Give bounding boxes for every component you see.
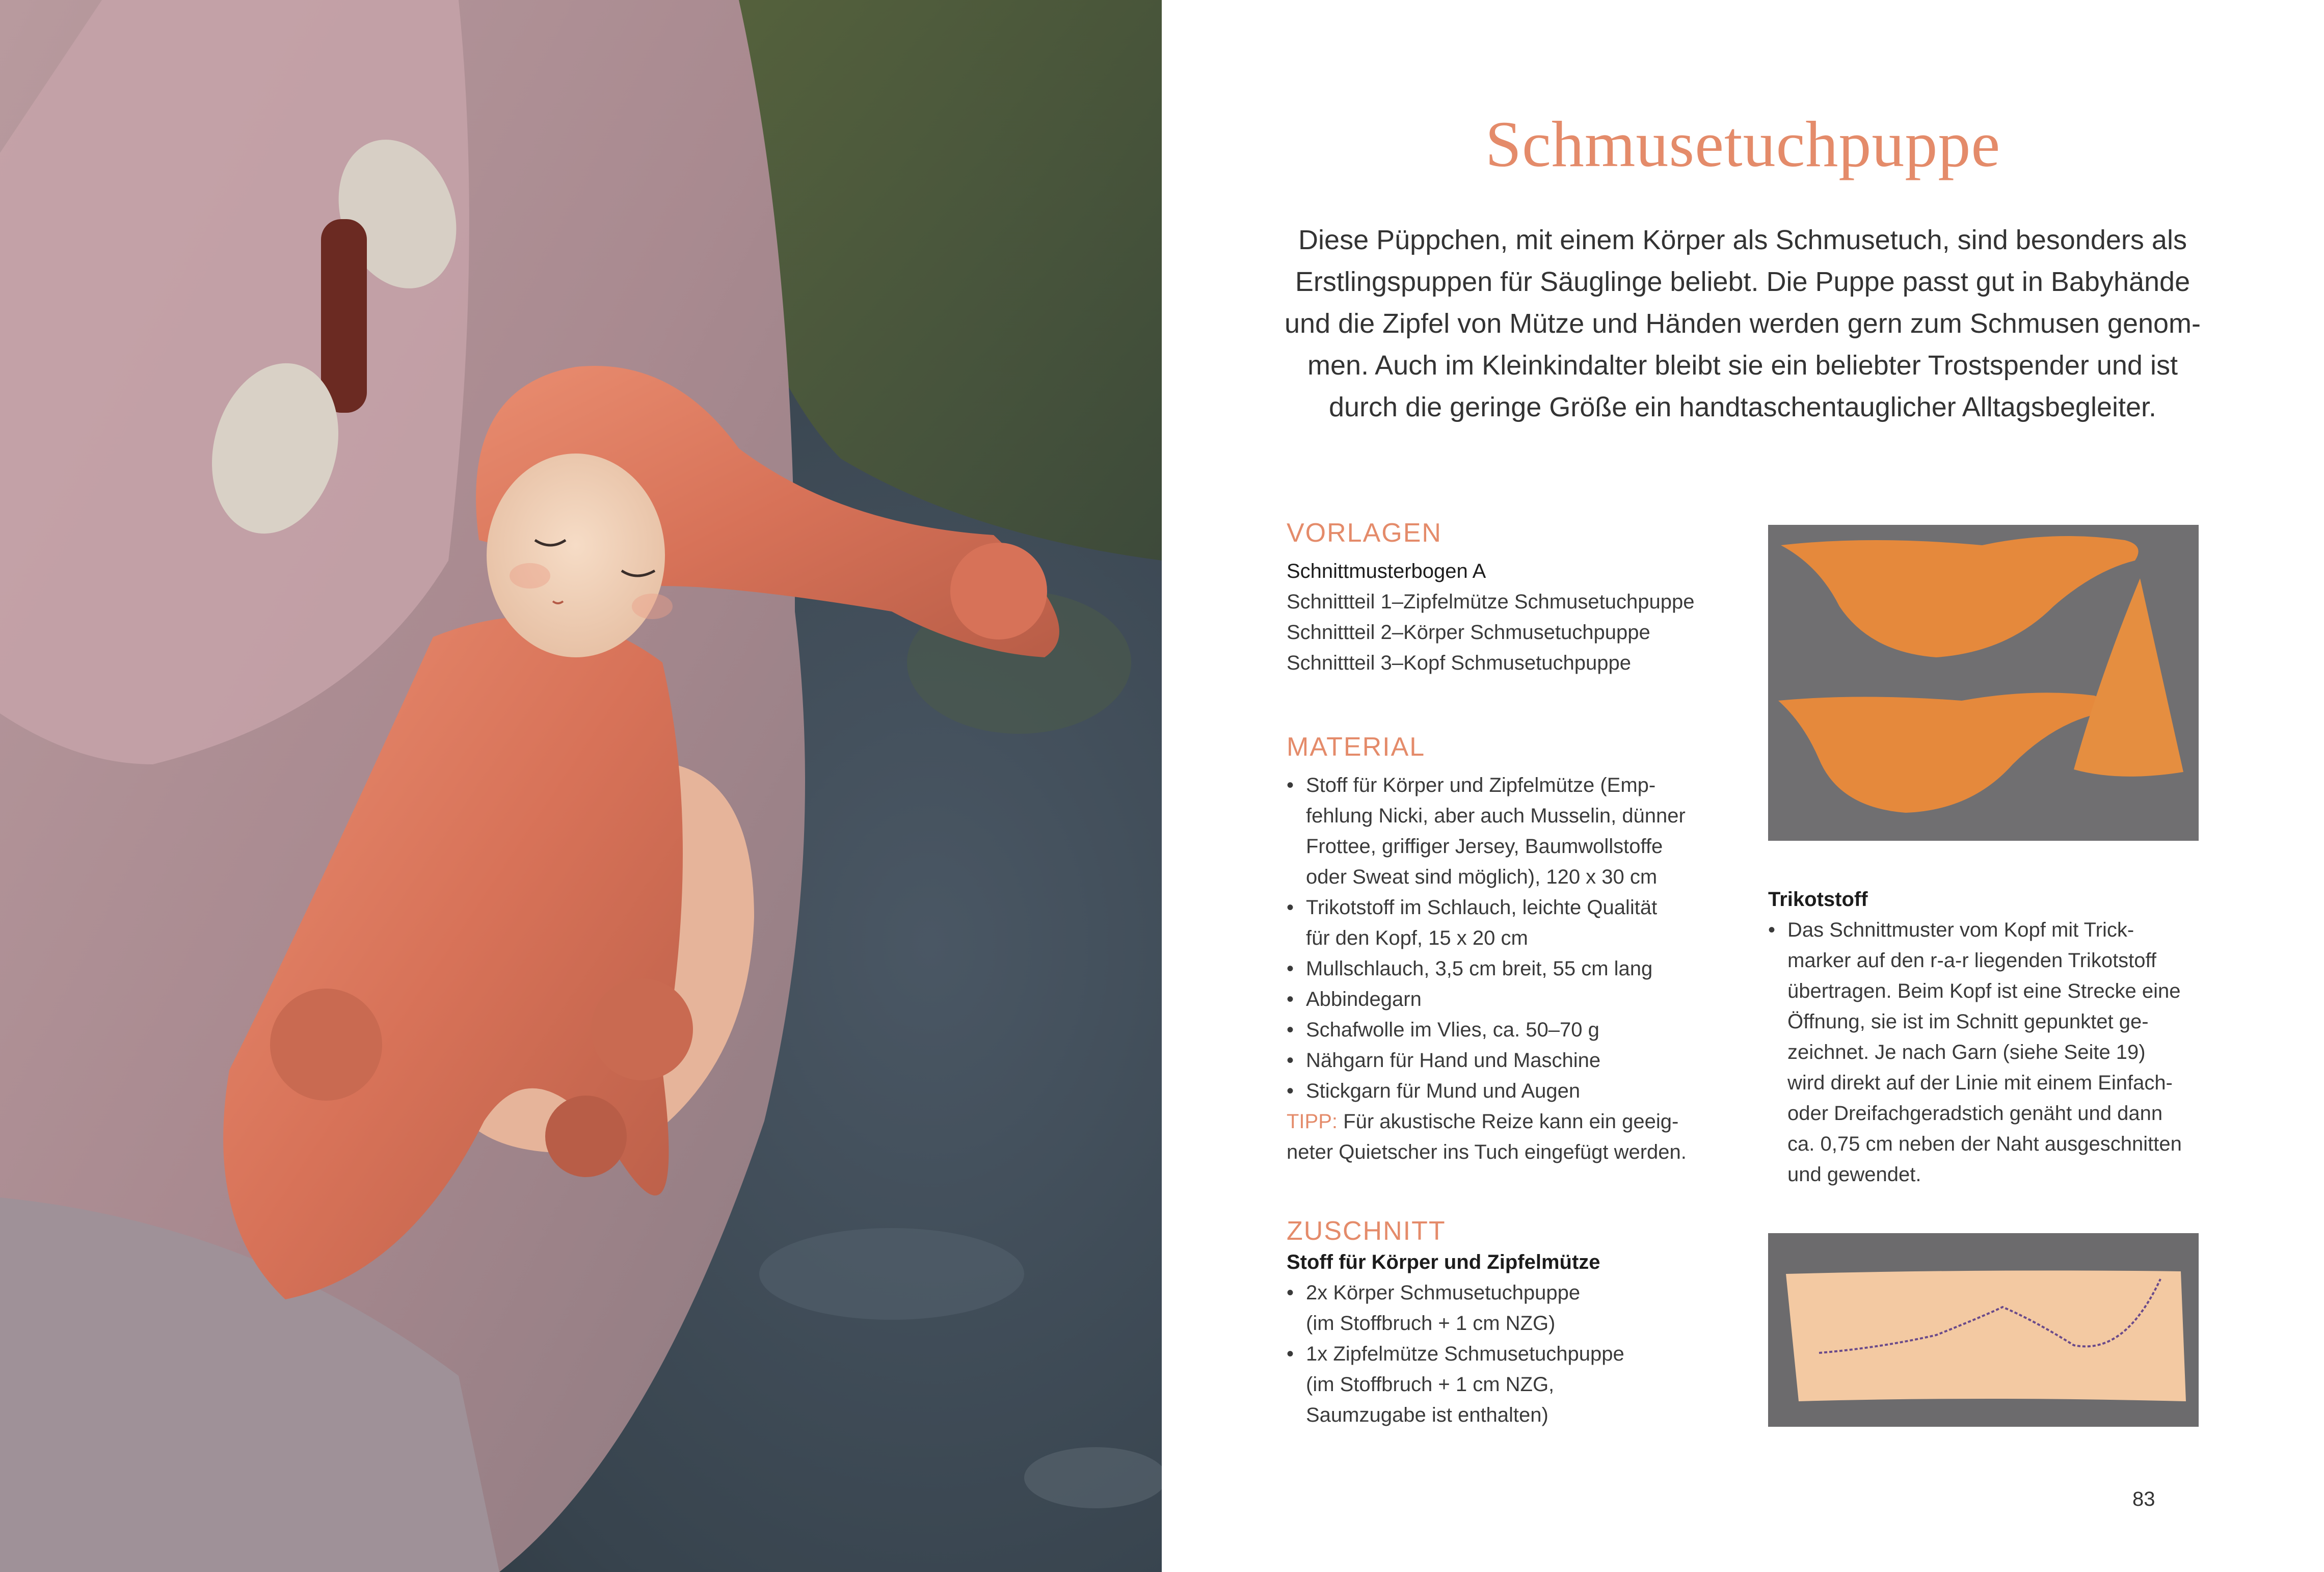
- trikot-section: [1768, 884, 2206, 1190]
- jersey-illustration: [1768, 1233, 2199, 1427]
- vorlagen-section: [1287, 517, 1735, 678]
- trikot-line: zeichnet. Je nach Garn (siehe Seite 19): [1787, 1041, 2146, 1063]
- trikot-line: Öffnung, sie ist im Schnitt gepunktet ge-: [1787, 1010, 2149, 1033]
- bullet-dot: •: [1287, 1019, 1294, 1041]
- vorlagen-heading: VORLAGEN: [1287, 518, 1442, 548]
- material-line: für den Kopf, 15 x 20 cm: [1306, 927, 1528, 949]
- zuschnitt-line: (im Stoffbruch + 1 cm NZG): [1306, 1312, 1556, 1335]
- trikot-line: und gewendet.: [1787, 1163, 1921, 1186]
- material-line: Stickgarn für Mund und Augen: [1306, 1080, 1581, 1102]
- trikot-line: wird direkt auf der Linie mit einem Einfach-: [1787, 1072, 2173, 1094]
- material-line: Mullschlauch, 3,5 cm breit, 55 cm lang: [1306, 957, 1653, 980]
- material-line: Abbindegarn: [1306, 988, 1422, 1010]
- zuschnitt-item: [1287, 1339, 1735, 1430]
- page-number: 83: [2132, 1488, 2155, 1510]
- trikot-line: oder Dreifachgeradstich genäht und dann: [1787, 1102, 2163, 1125]
- material-item: [1287, 1076, 1735, 1106]
- bullet-dot: •: [1287, 896, 1294, 919]
- bullet-dot: •: [1287, 1080, 1294, 1102]
- zuschnitt-line: 2x Körper Schmusetuchpuppe: [1306, 1282, 1581, 1304]
- material-line: Trikotstoff im Schlauch, leichte Qualität: [1306, 896, 1658, 919]
- page-title: Schmusetuchpuppe: [1485, 108, 2001, 180]
- vorlagen-item: Schnittteil 2–Körper Schmusetuchpuppe: [1287, 621, 1650, 644]
- material-item: [1287, 1015, 1735, 1045]
- tipp-line: [1287, 1106, 1735, 1137]
- bullet-dot: •: [1287, 1343, 1294, 1365]
- material-line: Schafwolle im Vlies, ca. 50–70 g: [1306, 1019, 1599, 1041]
- zuschnitt-item: [1287, 1277, 1735, 1339]
- intro-line: durch die geringe Größe ein handtaschentauglicher Alltagsbegleiter.: [1328, 392, 2157, 422]
- bullet-dot: •: [1287, 957, 1294, 980]
- intro-line: Erstlingspuppen für Säuglinge beliebt. Die Puppe passt gut in Babyhände: [1295, 267, 2191, 297]
- material-line: oder Sweat sind möglich), 120 x 30 cm: [1306, 866, 1658, 888]
- trikot-item: [1768, 915, 2206, 1190]
- trikot-line: übertragen. Beim Kopf ist eine Strecke eine: [1787, 980, 2181, 1002]
- material-item: [1287, 1045, 1735, 1076]
- material-heading: MATERIAL: [1287, 732, 1426, 762]
- bullet-dot: •: [1287, 774, 1294, 796]
- jersey-photo: [1768, 1233, 2199, 1427]
- material-item: [1287, 953, 1735, 984]
- trikot-line: marker auf den r-a-r liegenden Trikotstoff: [1787, 949, 2157, 972]
- tipp-line: neter Quietscher ins Tuch eingefügt werden.: [1287, 1141, 1687, 1163]
- bullet-dot: •: [1287, 1282, 1294, 1304]
- bullet-dot: •: [1287, 1049, 1294, 1072]
- zuschnitt-section: [1287, 1215, 1735, 1430]
- pattern-pieces-illustration: [1768, 525, 2199, 841]
- tipp-label: TIPP:: [1287, 1110, 1338, 1133]
- intro-line: Diese Püppchen, mit einem Körper als Schmusetuch, sind besonders als: [1298, 225, 2187, 255]
- material-section: [1287, 731, 1735, 1167]
- zuschnitt-line: Saumzugabe ist enthalten): [1306, 1404, 1548, 1426]
- bullet-dot: •: [1768, 919, 1776, 941]
- material-line: Stoff für Körper und Zipfelmütze (Emp-: [1306, 774, 1656, 796]
- material-line: fehlung Nicki, aber auch Musselin, dünner: [1306, 805, 1686, 827]
- zuschnitt-heading: ZUSCHNITT: [1287, 1216, 1446, 1246]
- trikot-heading: Trikotstoff: [1768, 888, 1868, 911]
- bullet-dot: •: [1287, 988, 1294, 1010]
- material-item: [1287, 770, 1735, 892]
- pattern-pieces-photo: [1768, 525, 2199, 841]
- material-item: [1287, 984, 1735, 1015]
- material-line: Nähgarn für Hand und Maschine: [1306, 1049, 1601, 1072]
- material-item: [1287, 892, 1735, 953]
- intro-line: men. Auch im Kleinkindalter bleibt sie ein beliebter Trostspender und ist: [1307, 350, 2178, 381]
- zuschnitt-line: (im Stoffbruch + 1 cm NZG,: [1306, 1373, 1555, 1396]
- trikot-line: ca. 0,75 cm neben der Naht ausgeschnitten: [1787, 1133, 2182, 1155]
- tipp-text: Für akustische Reize kann ein geeig-: [1338, 1110, 1679, 1133]
- vorlagen-item: Schnittteil 1–Zipfelmütze Schmusetuchpuppe: [1287, 591, 1695, 613]
- material-line: Frottee, griffiger Jersey, Baumwollstoffe: [1306, 835, 1663, 858]
- zuschnitt-line: 1x Zipfelmütze Schmusetuchpuppe: [1306, 1343, 1624, 1365]
- intro-line: und die Zipfel von Mütze und Händen werden gern zum Schmusen genom-: [1284, 308, 2201, 339]
- trikot-line: Das Schnittmuster vom Kopf mit Trick-: [1787, 919, 2134, 941]
- intro-paragraph: [1281, 219, 2204, 428]
- vorlagen-item: Schnittteil 3–Kopf Schmusetuchpuppe: [1287, 652, 1631, 674]
- zuschnitt-subheading: Stoff für Körper und Zipfelmütze: [1287, 1251, 1600, 1273]
- text-page: [1162, 0, 2324, 1572]
- vorlagen-first: Schnittmusterbogen A: [1287, 560, 1486, 582]
